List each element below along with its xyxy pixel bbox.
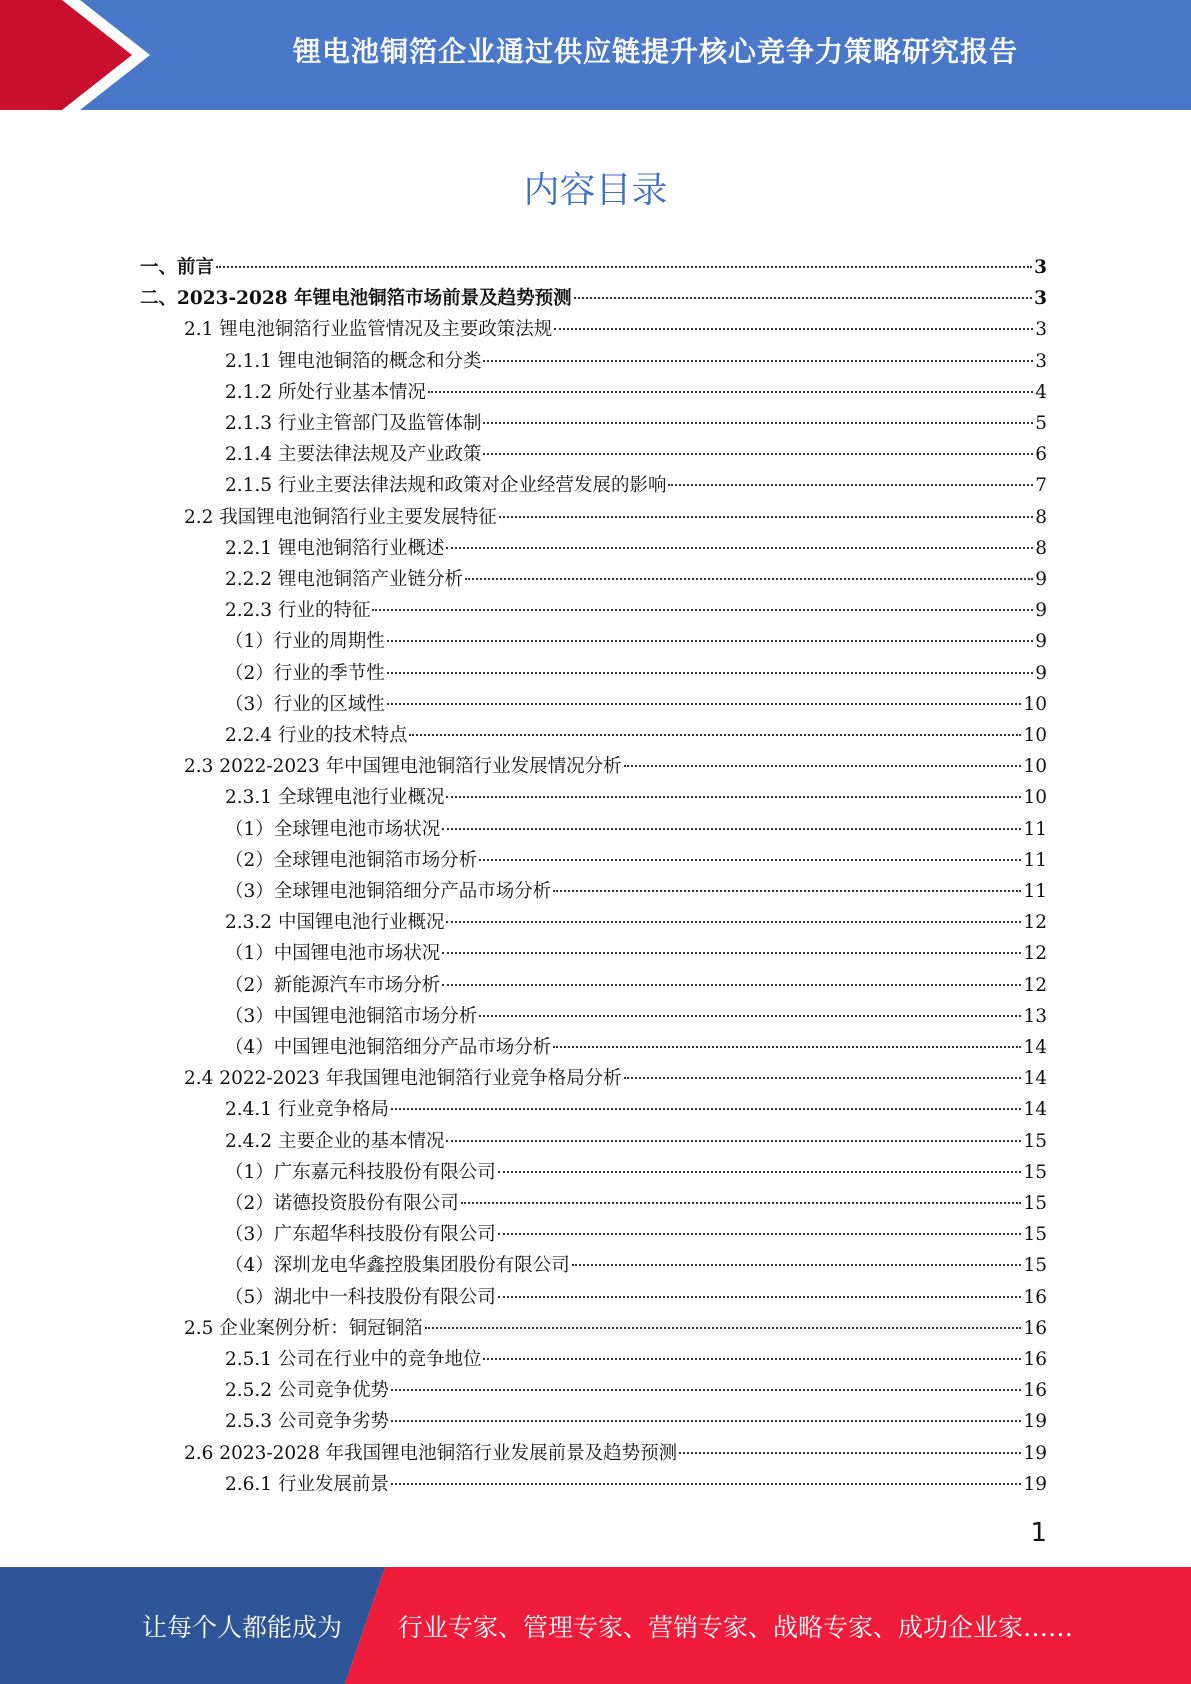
- toc-entry-page: 11: [1023, 818, 1047, 840]
- toc-entry-page: 11: [1023, 881, 1047, 902]
- toc-leader-dots: [498, 1171, 1022, 1173]
- toc-leader-dots: [442, 984, 1021, 986]
- toc-entry-title: （1）行业的周期性: [225, 631, 385, 653]
- toc-entry-title: （3）中国锂电池铜箔市场分析: [225, 1005, 478, 1027]
- toc-leader-dots: [553, 890, 1021, 892]
- toc-entry-title: 2.5.2 公司竞争优势: [225, 1380, 389, 1402]
- toc-entry[interactable]: [225, 1284, 1047, 1312]
- toc-entry-page: 6: [1035, 444, 1047, 466]
- toc-entry[interactable]: [225, 1346, 1047, 1374]
- toc-entry-page: 12: [1023, 943, 1047, 965]
- toc-entry-title: 2.2.3 行业的特征: [225, 600, 371, 622]
- toc-entry[interactable]: [225, 878, 1047, 906]
- toc-entry[interactable]: [225, 660, 1047, 688]
- header-bar: [0, 0, 1191, 110]
- toc-leader-dots: [428, 391, 1033, 393]
- toc-entry[interactable]: [225, 1377, 1047, 1405]
- toc-entry[interactable]: [225, 535, 1047, 563]
- toc-entry[interactable]: [225, 1128, 1047, 1156]
- toc-leader-dots: [574, 297, 1033, 299]
- toc-entry-page: 3: [1034, 288, 1047, 310]
- toc-entry[interactable]: [225, 566, 1047, 594]
- toc-entry[interactable]: [225, 1252, 1047, 1280]
- toc-leader-dots: [483, 360, 1033, 362]
- toc-leader-dots: [461, 1202, 1022, 1204]
- toc-entry-title: （1）全球锂电池市场状况: [225, 818, 441, 840]
- toc-leader-dots: [391, 1108, 1021, 1110]
- toc-entry-page: 10: [1023, 756, 1047, 778]
- toc-entry-page: 14: [1023, 1037, 1047, 1058]
- toc-entry-title: 2.1 锂电池铜箔行业监管情况及主要政策法规: [184, 319, 553, 341]
- toc-entry-title: （5）湖北中一科技股份有限公司: [225, 1286, 496, 1308]
- toc-entry-page: 9: [1035, 600, 1047, 622]
- toc-entry-title: 2.2.2 锂电池铜箔产业链分析: [225, 569, 463, 590]
- header-arrow-icon: [0, 0, 160, 110]
- toc-entry-title: 2.2 我国锂电池铜箔行业主要发展特征: [184, 506, 497, 528]
- toc-entry-title: （1）中国锂电池市场状况: [225, 943, 441, 965]
- toc-entry-title: 2.5.1 公司在行业中的竞争地位: [225, 1349, 482, 1370]
- toc-entry-title: （3）广东超华科技股份有限公司: [225, 1224, 496, 1246]
- toc-entry-page: 5: [1035, 413, 1047, 434]
- toc-entry-page: 19: [1023, 1411, 1047, 1433]
- toc-leader-dots: [624, 765, 1022, 767]
- footer-slogan-right: 行业专家、管理专家、营销专家、战略专家、成功企业家……: [398, 1612, 1074, 1642]
- toc-entry-page: 16: [1023, 1286, 1047, 1308]
- toc-entry-page: 15: [1023, 1255, 1047, 1277]
- toc-entry[interactable]: [225, 472, 1047, 500]
- toc-heading: 内容目录: [523, 170, 668, 211]
- toc-entry-title: （3）行业的区域性: [225, 693, 385, 715]
- toc-entry-page: 13: [1023, 1005, 1047, 1027]
- toc-entry-page: 11: [1023, 849, 1047, 871]
- toc-leader-dots: [216, 266, 1032, 268]
- toc-leader-dots: [446, 921, 1021, 923]
- toc-entry-title: （2）新能源汽车市场分析: [225, 974, 441, 996]
- toc-entry-title: 2.1.5 行业主要法律法规和政策对企业经营发展的影响: [225, 475, 667, 497]
- toc-entry-title: （2）行业的季节性: [225, 662, 385, 684]
- toc-entry-page: 15: [1023, 1130, 1047, 1152]
- toc-entry-title: 2.4 2022-2023 年我国锂电池铜箔行业竞争格局分析: [184, 1068, 622, 1090]
- toc-entry[interactable]: [184, 1440, 1047, 1468]
- toc-entry[interactable]: [140, 285, 1047, 313]
- toc-entry[interactable]: [225, 1190, 1047, 1218]
- toc-leader-dots: [387, 672, 1033, 674]
- toc-entry-title: 2.6 2023-2028 年我国锂电池铜箔行业发展前景及趋势预测: [184, 1442, 678, 1464]
- toc-leader-dots: [679, 1452, 1021, 1454]
- toc-leader-dots: [387, 703, 1022, 705]
- toc-leader-dots: [479, 1015, 1021, 1017]
- toc-entry[interactable]: [225, 1159, 1047, 1187]
- toc-leader-dots: [498, 1233, 1022, 1235]
- footer-bar: [0, 1567, 1191, 1684]
- toc-entry-page: 3: [1034, 257, 1047, 278]
- toc-leader-dots: [425, 1327, 1022, 1329]
- toc-leader-dots: [554, 328, 1033, 330]
- toc-entry[interactable]: [225, 1003, 1047, 1031]
- toc-leader-dots: [479, 859, 1021, 861]
- toc-leader-dots: [391, 1483, 1021, 1485]
- toc-entry-title: 2.3.1 全球锂电池行业概况: [225, 787, 445, 809]
- toc-entry-page: 8: [1035, 537, 1047, 559]
- toc-leader-dots: [572, 1264, 1022, 1266]
- toc-entry-page: 10: [1023, 787, 1047, 809]
- toc-entry-page: 14: [1023, 1068, 1047, 1090]
- toc-entry-title: 2.3.2 中国锂电池行业概况: [225, 912, 445, 934]
- toc-entry[interactable]: [184, 1315, 1047, 1343]
- footer-slogan-left: 让每个人都能成为: [142, 1612, 343, 1642]
- toc-entry-page: 12: [1023, 912, 1047, 934]
- toc-entry[interactable]: [225, 722, 1047, 750]
- toc-leader-dots: [409, 734, 1021, 736]
- toc-entry-title: 2.5 企业案例分析：铜冠铜箔: [184, 1317, 423, 1339]
- toc-entry[interactable]: [225, 691, 1047, 719]
- toc-entry[interactable]: [184, 504, 1047, 532]
- toc-entry[interactable]: [225, 1096, 1047, 1124]
- toc-entry-page: 15: [1023, 1224, 1047, 1246]
- toc-entry-title: （2）全球锂电池铜箔市场分析: [225, 849, 478, 871]
- toc-entry[interactable]: [225, 816, 1047, 844]
- toc-entry-page: 12: [1023, 974, 1047, 996]
- toc-entry[interactable]: [225, 1471, 1047, 1499]
- toc-entry-page: 8: [1035, 506, 1047, 528]
- toc-entry-page: 15: [1023, 1193, 1047, 1214]
- toc-entry-title: （2）诺德投资股份有限公司: [225, 1193, 459, 1214]
- toc-entry[interactable]: [184, 316, 1047, 344]
- toc-entry[interactable]: [225, 972, 1047, 1000]
- toc-entry[interactable]: [225, 1408, 1047, 1436]
- toc-entry[interactable]: [225, 1221, 1047, 1249]
- toc-entry-title: 2.2.4 行业的技术特点: [225, 725, 408, 746]
- toc-entry[interactable]: [225, 940, 1047, 968]
- toc-entry-page: 7: [1035, 475, 1047, 497]
- toc-entry[interactable]: [225, 441, 1047, 469]
- toc-leader-dots: [499, 516, 1033, 518]
- toc-leader-dots: [391, 1389, 1021, 1391]
- toc-leader-dots: [387, 640, 1033, 642]
- toc-entry[interactable]: [184, 753, 1047, 781]
- toc-leader-dots: [446, 1140, 1021, 1142]
- toc-entry-title: 2.4.2 主要企业的基本情况: [225, 1130, 445, 1152]
- toc-entry-page: 9: [1035, 631, 1047, 653]
- report-title: 锂电池铜箔企业通过供应链提升核心竞争力策略研究报告: [292, 35, 1018, 68]
- toc-entry[interactable]: [184, 1065, 1047, 1093]
- toc-entry-page: 9: [1035, 662, 1047, 684]
- toc-entry[interactable]: [140, 254, 1047, 282]
- toc-entry[interactable]: [225, 348, 1047, 376]
- toc-entry-page: 14: [1023, 1099, 1047, 1121]
- toc-leader-dots: [446, 547, 1033, 549]
- toc-leader-dots: [483, 422, 1033, 424]
- toc-entry-title: （3）全球锂电池铜箔细分产品市场分析: [225, 881, 552, 902]
- toc-leader-dots: [465, 578, 1033, 580]
- toc-entry-page: 3: [1035, 319, 1047, 341]
- toc-entry-page: 19: [1023, 1473, 1047, 1495]
- toc-entry-page: 15: [1023, 1161, 1047, 1183]
- toc-entry-page: 16: [1023, 1317, 1047, 1339]
- toc-entry[interactable]: [225, 909, 1047, 937]
- toc-entry-title: 2.1.2 所处行业基本情况: [225, 381, 426, 403]
- toc-entry-page: 16: [1023, 1380, 1047, 1402]
- toc-entry[interactable]: [225, 784, 1047, 812]
- toc-leader-dots: [372, 609, 1033, 611]
- toc-leader-dots: [668, 484, 1033, 486]
- toc-entry-title: 2.4.1 行业竞争格局: [225, 1099, 389, 1121]
- toc-entry-title: 2.1.3 行业主管部门及监管体制: [225, 413, 482, 434]
- toc-entry-page: 3: [1035, 350, 1047, 372]
- toc-entry-title: 一、前言: [140, 257, 215, 278]
- toc-entry-title: 2.6.1 行业发展前景: [225, 1473, 389, 1495]
- page-number: 1: [1030, 1518, 1047, 1548]
- toc-leader-dots: [624, 1077, 1022, 1079]
- toc-leader-dots: [483, 1358, 1021, 1360]
- toc-entry[interactable]: [225, 1034, 1047, 1062]
- toc-entry-title: 2.5.3 公司竞争劣势: [225, 1411, 389, 1433]
- toc-entry-title: 2.1.1 锂电池铜箔的概念和分类: [225, 350, 482, 372]
- toc-entry-page: 16: [1023, 1349, 1047, 1370]
- toc-entry-page: 9: [1035, 569, 1047, 590]
- toc-leader-dots: [483, 453, 1033, 455]
- toc-entry-title: 2.2.1 锂电池铜箔行业概述: [225, 537, 445, 559]
- toc-leader-dots: [442, 828, 1021, 830]
- toc-entry-title: 二、2023-2028 年锂电池铜箔市场前景及趋势预测: [140, 288, 572, 310]
- toc-entry[interactable]: [225, 628, 1047, 656]
- toc-leader-dots: [498, 1296, 1022, 1298]
- toc-entry-title: （1）广东嘉元科技股份有限公司: [225, 1161, 496, 1183]
- toc-entry[interactable]: [225, 410, 1047, 438]
- toc-leader-dots: [442, 952, 1021, 954]
- toc-entry[interactable]: [225, 847, 1047, 875]
- toc-leader-dots: [446, 796, 1021, 798]
- toc-leader-dots: [391, 1420, 1021, 1422]
- toc-entry-title: 2.3 2022-2023 年中国锂电池铜箔行业发展情况分析: [184, 756, 622, 778]
- toc-entry-title: 2.1.4 主要法律法规及产业政策: [225, 444, 482, 466]
- toc-entry-page: 10: [1023, 693, 1047, 715]
- toc-entry[interactable]: [225, 597, 1047, 625]
- toc-leader-dots: [553, 1046, 1021, 1048]
- toc-entry-page: 4: [1035, 381, 1047, 403]
- toc-entry-title: （4）深圳龙电华鑫控股集团股份有限公司: [225, 1255, 570, 1277]
- toc-entry-title: （4）中国锂电池铜箔细分产品市场分析: [225, 1037, 552, 1058]
- toc-entry[interactable]: [225, 379, 1047, 407]
- toc-entry-page: 19: [1023, 1442, 1047, 1464]
- toc-entry-page: 10: [1023, 725, 1047, 746]
